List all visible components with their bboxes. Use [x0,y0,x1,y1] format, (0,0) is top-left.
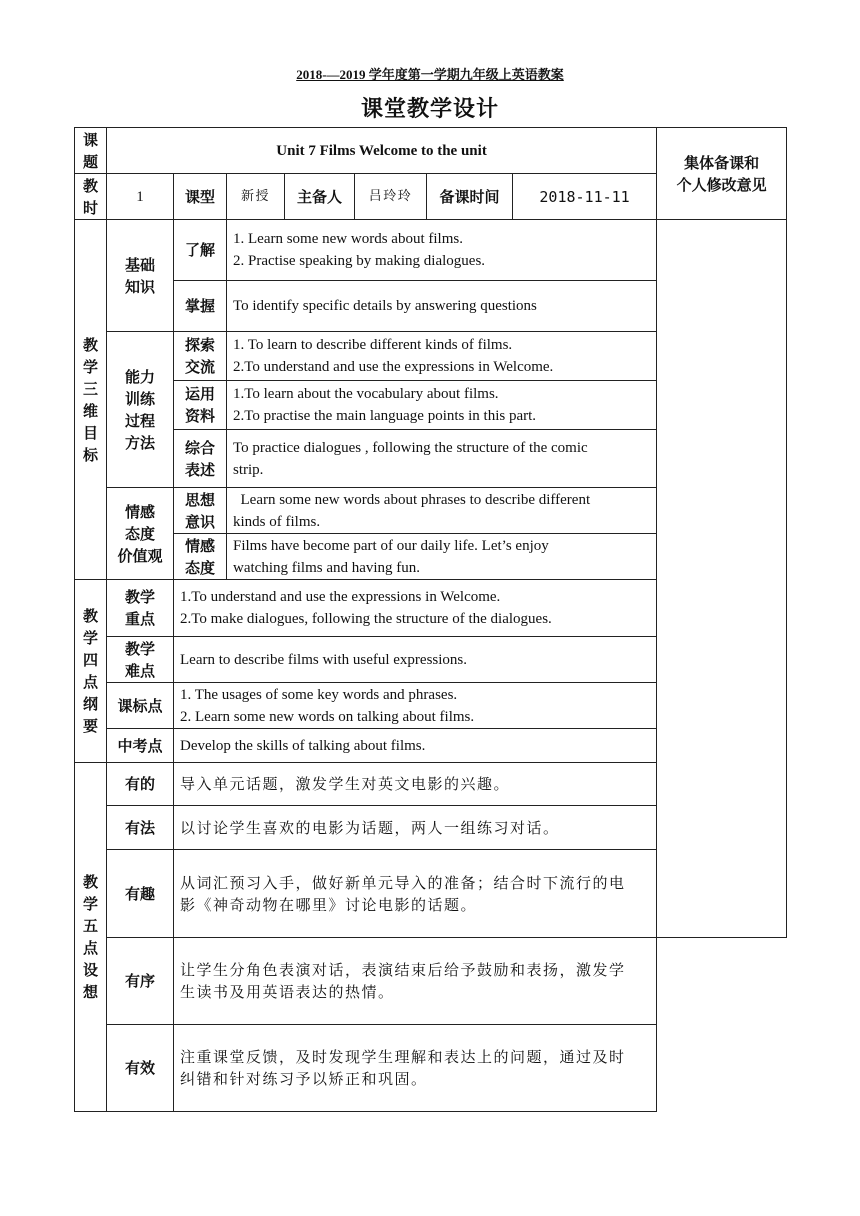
standard-points-content: 1. The usages of some key words and phrases. 2. Learn some new words on talking about films. [174,683,657,729]
thought-label: 思想 意识 [174,488,227,534]
exam-points-label: 中考点 [107,729,174,763]
prep-time-label: 备课时间 [427,174,513,220]
attitude-content: Films have become part of our daily life. Let’s enjoy watching films and having fun. [227,534,657,580]
five-point-effective-content: 注重课堂反馈，及时发现学生理解和表达上的问题，通过及时 纠错和针对练习予以矫正和巩固。 [174,1025,657,1112]
five-point-effective-label: 有效 [107,1025,174,1112]
collective-notes-header: 集体备课和 个人修改意见 [657,128,787,220]
lesson-type-value: 新授 [227,174,285,220]
basic-knowledge-label: 基础 知识 [107,220,174,332]
key-points-content: 1.To understand and use the expressions in Welcome. 2.To make dialogues, following the structure of the dialogues. [174,580,657,637]
master-content: To identify specific details by answering questions [227,281,657,332]
four-points-outline-label: 教 学 四 点 纲 要 [75,580,107,763]
five-points-design-label: 教 学 五 点 设 想 [75,763,107,1112]
five-point-interest-content: 从词汇预习入手，做好新单元导入的准备；结合时下流行的电 影《神奇动物在哪里》讨论电影的话题。 [174,850,657,938]
prep-time-value: 2018-11-11 [513,174,657,220]
standard-points-label: 课标点 [107,683,174,729]
lesson-type-label: 课型 [174,174,227,220]
ability-training-label: 能力 训练 过程 方法 [107,332,174,488]
understand-content: 1. Learn some new words about films. 2. Practise speaking by making dialogues. [227,220,657,281]
topic-label: 课 题 [75,128,107,174]
five-point-purpose-label: 有的 [107,763,174,806]
exam-points-content: Develop the skills of talking about films. [174,729,657,763]
period-count: 1 [107,174,174,220]
five-point-interest-label: 有趣 [107,850,174,938]
thought-content: Learn some new words about phrases to describe different kinds of films. [227,488,657,534]
document-header: 2018-—2019 学年度第一学期九年级上英语教案 [296,67,564,82]
understand-label: 了解 [174,220,227,281]
five-point-method-content: 以讨论学生喜欢的电影为话题，两人一组练习对话。 [174,806,657,850]
notes-cell [657,220,787,938]
three-dimension-objectives-label: 教 学 三 维 目 标 [75,220,107,580]
key-points-label: 教学 重点 [107,580,174,637]
explore-label: 探索 交流 [174,332,227,381]
period-label: 教 时 [75,174,107,220]
difficult-points-content: Learn to describe films with useful expressions. [174,637,657,683]
explore-content: 1. To learn to describe different kinds of films. 2.To understand and use the expressions in Welcome. [227,332,657,381]
preparer-label: 主备人 [285,174,355,220]
difficult-points-label: 教学 难点 [107,637,174,683]
synthesis-label: 综合 表述 [174,430,227,488]
five-point-purpose-content: 导入单元话题，激发学生对英文电影的兴趣。 [174,763,657,806]
five-point-order-content: 让学生分角色表演对话，表演结束后给予鼓励和表扬，激发学 生读书及用英语表达的热情。 [174,938,657,1025]
preparer-value: 吕玲玲 [355,174,427,220]
five-point-method-label: 有法 [107,806,174,850]
lesson-topic: Unit 7 Films Welcome to the unit [107,128,657,174]
attitude-label: 情感 态度 [174,534,227,580]
lesson-plan-table [74,127,787,1112]
synthesis-content: To practice dialogues , following the structure of the comic strip. [227,430,657,488]
master-label: 掌握 [174,281,227,332]
apply-content: 1.To learn about the vocabulary about films. 2.To practise the main language points in this part. [227,381,657,430]
apply-label: 运用 资料 [174,381,227,430]
five-point-order-label: 有序 [107,938,174,1025]
page-title: 课堂教学设计 [360,97,499,122]
emotion-attitude-label: 情感 态度 价值观 [107,488,174,580]
